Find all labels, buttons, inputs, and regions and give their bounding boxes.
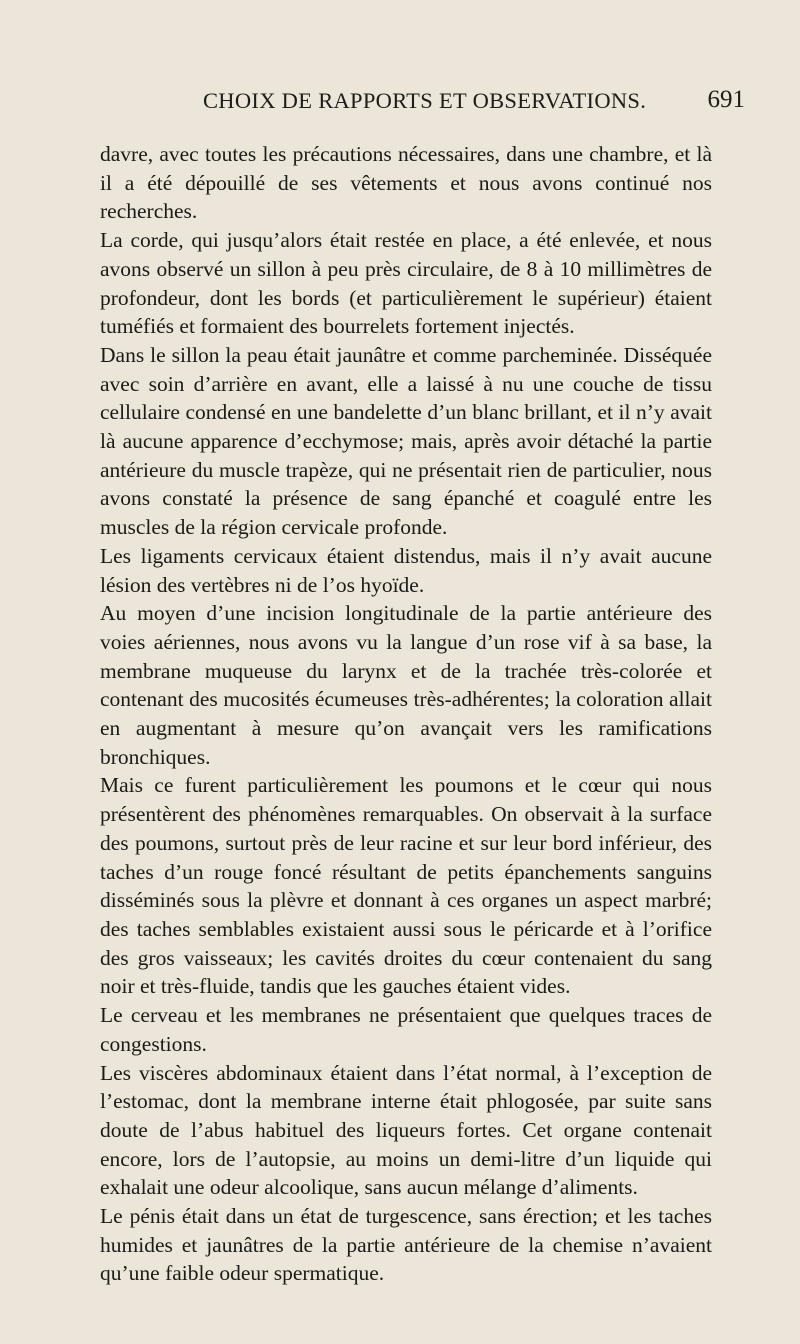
- page-header: [100, 88, 745, 124]
- paragraph: Au moyen d’une incision longitudinale de la partie antérieure des voies aériennes, nous avons vu la langue d’un rose vif à sa base, la membrane muqueuse du larynx et de la trachée très-colorée et contenant des mucosités écumeuses très-adhérentes; la coloration allait en augmentant à mesure qu’on avançait vers les ramifications bronchiques.: [100, 601, 712, 769]
- body-text: [100, 140, 712, 1288]
- paragraph: La corde, qui jusqu’alors était restée en place, a été enlevée, et nous avons observé un sillon à peu près circulaire, de 8 à 10 millimètres de profondeur, dont les bords (et particulièrement le supérieur) étaient tuméfiés et formaient des bourrelets fortement injectés.: [100, 228, 712, 339]
- paragraph: Dans le sillon la peau était jaunâtre et comme parcheminée. Disséquée avec soin d’arrière en avant, elle a laissé à nu une couche de tissu cellulaire condensé en une bandelette d’un blanc brillant, et il n’y avait là aucune apparence d’ecchymose; mais, après avoir détaché la partie antérieure du muscle trapèze, qui ne présentait rien de particulier, nous avons constaté la présence de sang épanché et coagulé entre les muscles de la région cervicale profonde.: [100, 342, 712, 540]
- paragraph: Le pénis était dans un état de turgescence, sans érection; et les taches humides et jaunâtres de la partie antérieure de la chemise n’avaient qu’une faible odeur spermatique.: [100, 1204, 712, 1286]
- paragraph: davre, avec toutes les précautions nécessaires, dans une chambre, et là il a été dépouillé de ses vêtements et nous avons continué nos recherches.: [100, 142, 712, 224]
- running-head: CHOIX DE RAPPORTS ET OBSERVATIONS.: [203, 88, 647, 113]
- paragraph: Mais ce furent particulièrement les poumons et le cœur qui nous présentèrent des phénomènes remarquables. On observait à la surface des poumons, surtout près de leur racine et sur leur bord inférieur, des taches d’un rouge foncé résultant de petits épanchements sanguins disséminés sous la plèvre et donnant à ces organes un aspect marbré; des taches semblables existaient aussi sous le péricarde et à l’orifice des gros vaisseaux; les cavités droites du cœur contenaient du sang noir et très-fluide, tandis que les gauches étaient vides.: [100, 773, 712, 999]
- paragraph: Le cerveau et les membranes ne présentaient que quelques traces de congestions.: [100, 1003, 712, 1056]
- paragraph: Les ligaments cervicaux étaient distendus, mais il n’y avait aucune lésion des vertèbres ni de l’os hyoïde.: [100, 543, 712, 597]
- page-number: 691: [707, 86, 745, 113]
- paragraph: Les viscères abdominaux étaient dans l’état normal, à l’exception de l’estomac, dont la membrane interne était phlogosée, par suite sans doute de l’abus habituel des liqueurs fortes. Cet organe contenait encore, lors de l’autopsie, au moins un demi-litre d’un liquide qui exhalait une odeur alcoolique, sans aucun mélange d’aliments.: [100, 1060, 712, 1200]
